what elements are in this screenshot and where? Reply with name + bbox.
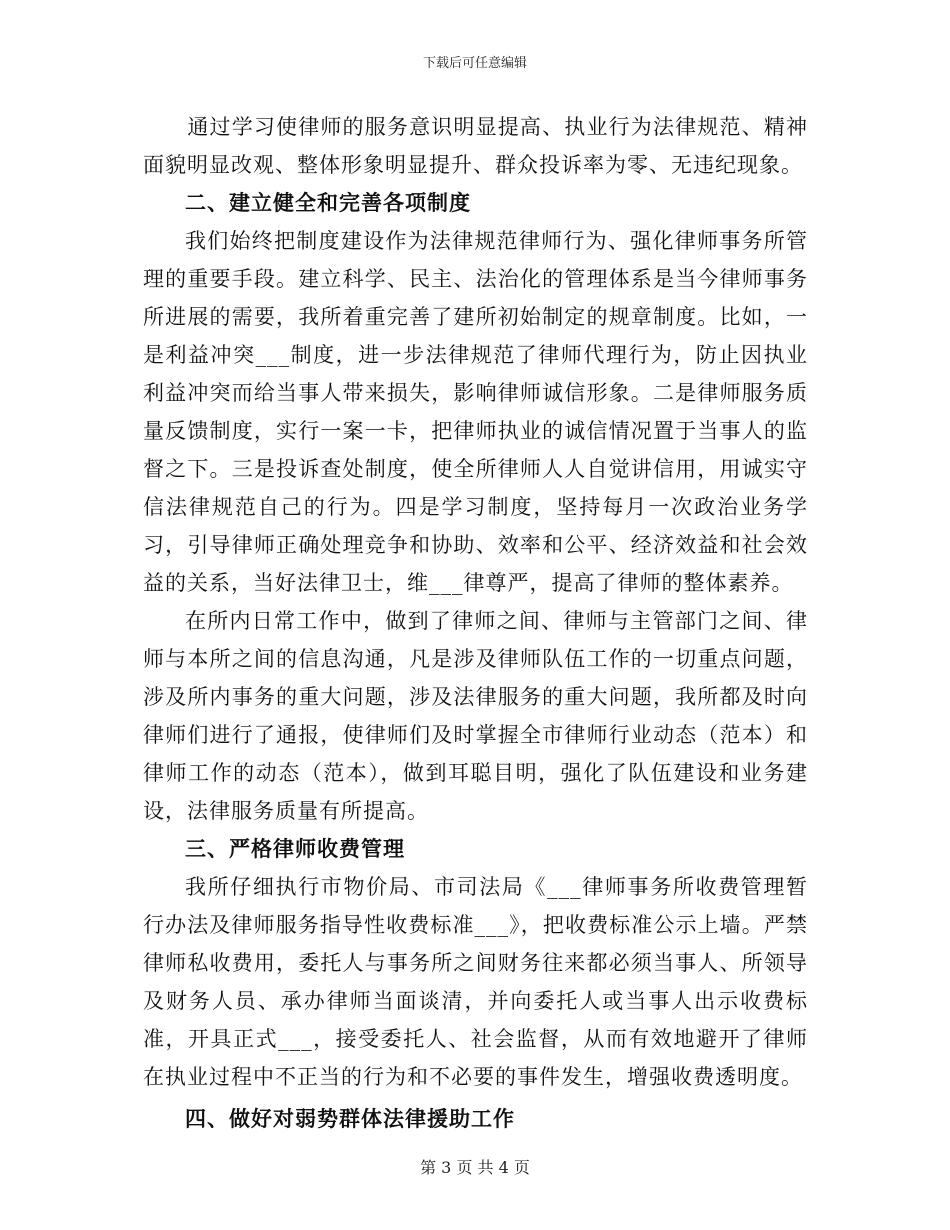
document-body (143, 108, 808, 1138)
paragraph-fee-management: 我所仔细执行市物价局、市司法局《___律师事务所收费管理暂行办法及律师服务指导性收费标准___》，把收费标准公示上墙。严禁律师私收费用，委托人与事务所之间财务往来都必须当事人、所领导及财务人员、承办律师当面谈清，并向委托人或当事人出示收费标准，开具正式___，接受委托人、社会监督，从而有效地避开了律师在执业过程中不正当的行为和不必要的事件发生，增强收费透明度。 (143, 875, 808, 1089)
paragraph-intro: 通过学习使律师的服务意识明显提高、执业行为法律规范、精神面貌明显改观、整体形象明显提升、群众投诉率为零、无违纪现象。 (143, 115, 808, 177)
section-heading-3: 三、严格律师收费管理 (185, 836, 405, 861)
page-footer: 第 3 页 共 4 页 (420, 1158, 530, 1177)
paragraph-system-building: 我们始终把制度建设作为法律规范律师行为、强化律师事务所管理的重要手段。建立科学、民主、法治化的管理体系是当今律师事务所进展的需要，我所着重完善了建所初始制定的规章制度。比如，一是利益冲突___制度，进一步法律规范了律师代理行为，防止因执业利益冲突而给当事人带来损失，影响律师诚信形象。二是律师服务质量反馈制度，实行一案一卡，把律师执业的诚信情况置于当事人的监督之下。三是投诉查处制度，使全所律师人人自觉讲信用，用诚实守信法律规范自己的行为。四是学习制度，坚持每月一次政治业务学习，引导律师正确处理竞争和协助、效率和公平、经济效益和社会效益的关系，当好法律卫士，维___律尊严，提高了律师的整体素养。 (143, 229, 808, 595)
section-heading-4: 四、做好对弱势群体法律援助工作 (185, 1106, 515, 1131)
page-header: 下载后可任意编辑 (422, 56, 527, 71)
section-heading-2: 二、建立健全和完善各项制度 (185, 190, 471, 215)
paragraph-daily-work: 在所内日常工作中，做到了律师之间、律师与主管部门之间、律师与本所之间的信息沟通，凡是涉及律师队伍工作的一切重点问题，涉及所内事务的重大问题，涉及法律服务的重大问题，我所都及时向律师们进行了通报，使律师们及时掌握全市律师行业动态（范本）和律师工作的动态（范本），做到耳聪目明，强化了队伍建设和业务建设，法律服务质量有所提高。 (143, 609, 808, 823)
